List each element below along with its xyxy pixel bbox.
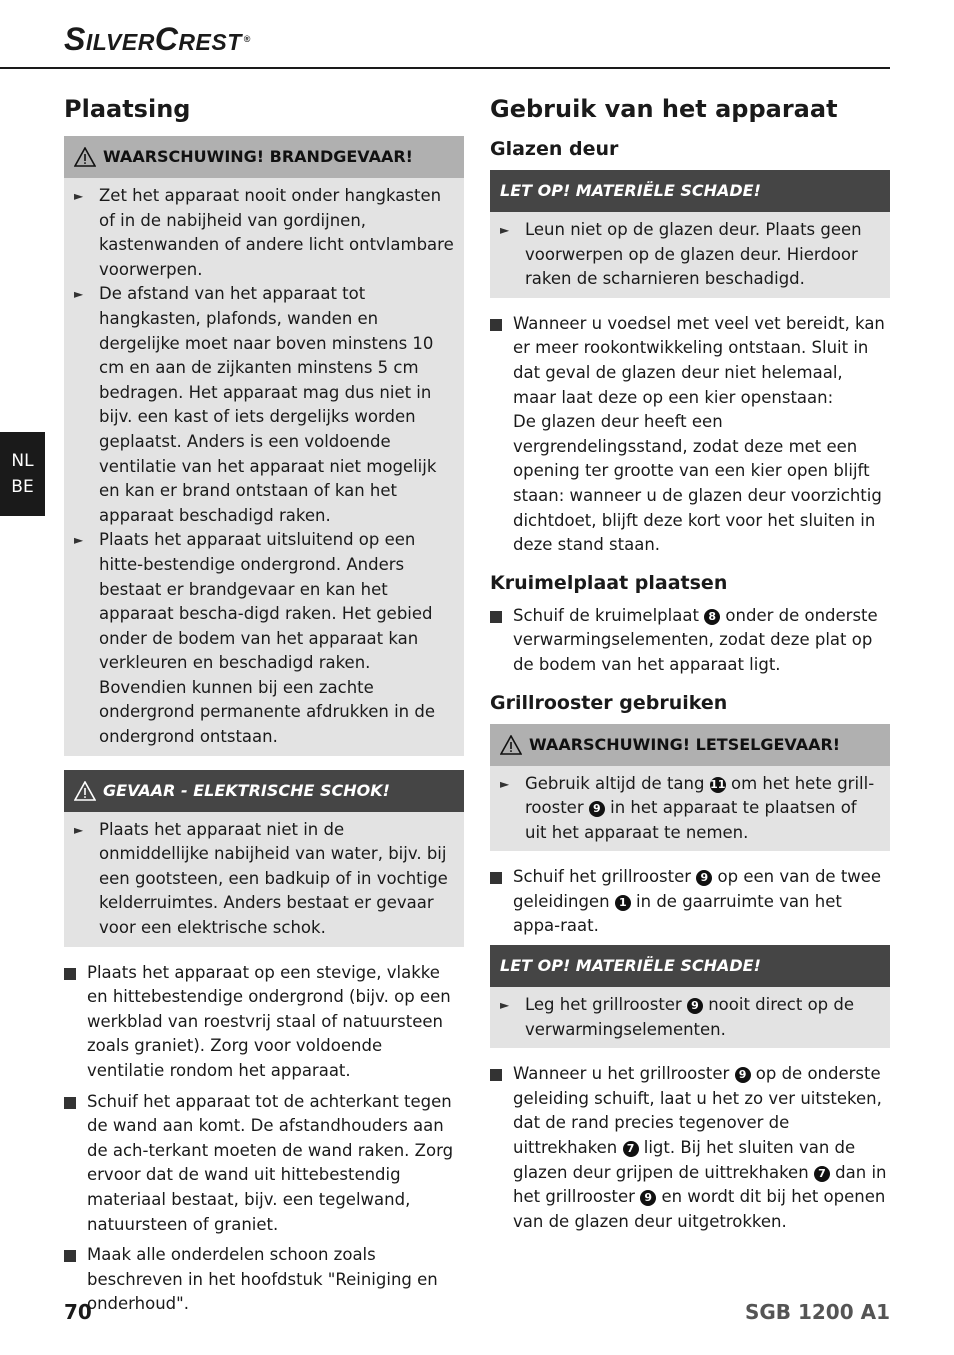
warning-box-shock: [64, 770, 464, 947]
left-column: [64, 92, 464, 1323]
list-item: Schuif het apparaat tot de achterkant tegen de wand aan komt. De afstandhouders aan de ach-terkant moeten de wand raken. Zorg ervoor dat de wand uit hittebestendig materiaal bestaat, bijv. een tegelwand, natuursteen of graniet.: [64, 1090, 464, 1238]
section-title-plaatsing: Plaatsing: [64, 95, 191, 123]
arrow-bullet-icon: ►: [74, 533, 84, 548]
list-item: ► Gebruik altijd de tang 11 om het hete grill-rooster 9 in het apparaat te plaatsen of uit het apparaat te nemen.: [500, 772, 880, 846]
list-item: Plaats het apparaat op een stevige, vlakke en hittebestendige ondergrond (bijv. op een werkblad van roestvrij staal of natuursteen zoals graniet). Zorg voor voldoende ventilatie rondom het apparaat.: [64, 961, 464, 1084]
part-number-badge: 11: [710, 777, 726, 791]
note-box-material: [490, 170, 890, 298]
part-number-badge: 9: [696, 870, 712, 886]
note-heading: LET OP! MATERIËLE SCHADE!: [500, 181, 761, 200]
list-item: Wanneer u het grillrooster 9 op de onderste geleiding schuift, laat u het zo ver uitsteken, dat de rand precies tegenover de uittrekhaken 7 ligt. Bij het sluiten van de glazen deur grijpen de uittrekhaken 7 dan in het grillrooster 9 en wordt dit bij het openen van de glazen deur uitgetrokken.: [490, 1062, 890, 1234]
list-item: ► Leun niet op de glazen deur. Plaats geen voorwerpen op de glazen deur. Hierdoor raken de scharnieren beschadigd.: [500, 218, 880, 292]
square-bullet-icon: [64, 961, 87, 1084]
subsection-title: Kruimelplaat plaatsen: [490, 571, 728, 594]
list-item: ► Leg het grillrooster 9 nooit direct op de verwarmingselementen.: [500, 993, 880, 1042]
part-number-badge: 8: [704, 609, 720, 625]
part-number-badge: 9: [589, 801, 605, 817]
list-item: Maak alle onderdelen schoon zoals beschreven in het hoofdstuk "Reiniging en onderhoud".: [64, 1243, 464, 1317]
part-number-badge: 1: [615, 895, 631, 911]
warning-box-fire: [64, 136, 464, 756]
part-number-badge: 7: [623, 1141, 639, 1157]
warning-triangle-icon: [74, 781, 96, 801]
warning-heading: WAARSCHUWING! LETSELGEVAAR!: [529, 734, 841, 754]
list-item: Schuif het grillrooster 9 op een van de twee geleidingen 1 in de gaarruimte van het appa-raat.: [490, 865, 890, 939]
arrow-bullet-icon: ►: [74, 822, 84, 837]
arrow-bullet-icon: ►: [500, 776, 510, 791]
note-box-material: [490, 945, 890, 1048]
note-heading: LET OP! MATERIËLE SCHADE!: [500, 956, 761, 976]
list-item: ► Plaats het apparaat uitsluitend op een hitte-bestendige ondergrond. Anders bestaat er brandgevaar en kan het apparaat bescha-digd raken. Het gebied onder de bodem van het apparaat kan verkleuren en beschadigd raken. Bovendien kunnen bij een zachte ondergrond permanente afdrukken in de ondergrond ontstaan.: [74, 528, 454, 749]
section-title-gebruik: Gebruik van het apparaat: [490, 95, 838, 123]
page-number: 70: [64, 1300, 92, 1324]
header-rule: [0, 67, 890, 69]
arrow-bullet-icon: ►: [74, 189, 84, 203]
arrow-bullet-icon: ►: [74, 287, 84, 302]
warning-triangle-icon: [74, 147, 96, 167]
square-bullet-icon: [490, 865, 513, 939]
subsection-title: Grillrooster gebruiken: [490, 691, 728, 714]
list-item: ► De afstand van het apparaat tot hangkasten, plafonds, wanden en dergelijke moet naar boven minstens 10 cm en aan de zijkanten minstens 5 cm bedragen. Het apparaat mag dus niet in bijv. een kast of iets dergelijks worden geplaatst. Anders is een voldoende ventilatie van het apparaat niet mogelijk en kan er brand ontstaan of kan het apparaat beschadigd raken.: [74, 282, 454, 528]
part-number-badge: 9: [640, 1190, 656, 1206]
arrow-bullet-icon: ►: [500, 998, 510, 1013]
warning-heading: WAARSCHUWING! BRANDGEVAAR!: [103, 147, 413, 166]
list-item: Wanneer u voedsel met veel vet bereidt, kan er meer rookontwikkeling ontstaan. Sluit in dat geval de glazen deur niet helemaal, maar laat deze op een kier openstaan: De glazen deur heeft een vergrendelingsstand, zodat deze met een opening ter grootte van een kier open blijft staan: wanneer u de glazen deur voorzichtig dichtdoet, blijft deze kort voor het sluiten in deze stand staan.: [490, 312, 890, 558]
language-tab: NL BE: [0, 432, 45, 516]
part-number-badge: 7: [814, 1166, 830, 1182]
subsection-title: Glazen deur: [490, 138, 619, 160]
part-number-badge: 9: [687, 998, 703, 1014]
part-number-badge: 9: [735, 1067, 751, 1083]
list-item: ► Plaats het apparaat niet in de onmiddellijke nabijheid van water, bijv. bij een gootsteen, een badkuip of in vochtige kelderruimtes. Anders bestaat er gevaar voor een elektrische schok.: [74, 818, 454, 941]
list-item: Schuif de kruimelplaat 8 onder de onderste verwarmingselementen, zodat deze plat op de bodem van het apparaat ligt.: [490, 604, 890, 678]
square-bullet-icon: [64, 1090, 87, 1238]
square-bullet-icon: [490, 312, 513, 558]
warning-heading: GEVAAR - ELEKTRISCHE SCHOK!: [103, 780, 390, 800]
arrow-bullet-icon: ►: [500, 223, 510, 237]
brand-logo: SILVERCREST ®: [64, 21, 251, 57]
warning-box-injury: [490, 724, 890, 852]
right-column: [490, 92, 890, 1240]
warning-triangle-icon: [500, 735, 522, 755]
list-item: ► Zet het apparaat nooit onder hangkasten of in de nabijheid van gordijnen, kastenwanden of andere licht ontvlambare voorwerpen.: [74, 184, 454, 282]
model-number: SGB 1200 A1: [744, 1300, 890, 1324]
square-bullet-icon: [490, 604, 513, 678]
square-bullet-icon: [490, 1062, 513, 1234]
